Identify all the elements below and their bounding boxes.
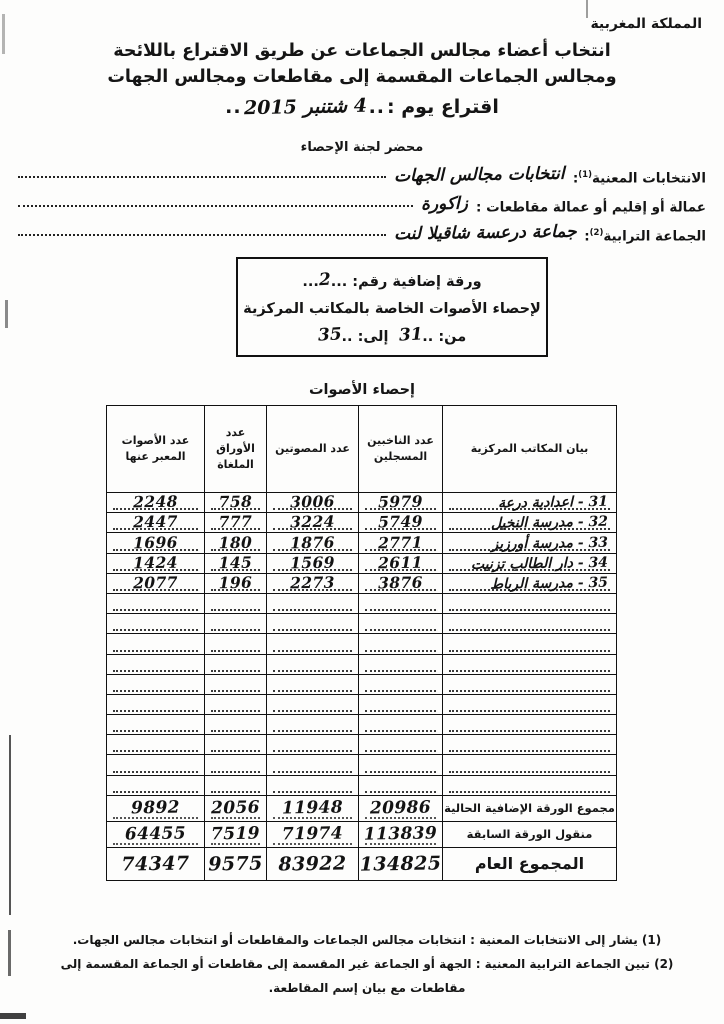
table-cell-num <box>107 634 205 654</box>
cell-dotted-line <box>113 614 198 631</box>
cell-dotted-line <box>211 776 260 793</box>
table-cell-num <box>267 553 359 573</box>
cell-dotted-line <box>211 594 260 611</box>
cell-value: 1696 <box>132 532 179 552</box>
table-cell-num <box>205 795 267 821</box>
field-elections-concerned <box>18 163 706 187</box>
cell-dotted-line <box>365 614 436 631</box>
cell-value: 5749 <box>377 512 424 532</box>
table-cell-station <box>443 775 617 795</box>
cell-value: 777 <box>218 512 253 532</box>
range-to-value: 35 <box>317 324 342 346</box>
table-cell-num <box>205 775 267 795</box>
scan-artifact <box>5 300 8 328</box>
table-cell-num <box>107 847 205 880</box>
field-label: الجماعة الترابية$^{(2)}$: <box>584 227 706 244</box>
table-cell-num <box>267 493 359 513</box>
scan-artifact <box>0 1013 26 1019</box>
cell-dotted-line <box>211 735 260 752</box>
table-cell-num <box>107 755 205 775</box>
field-dotted-line <box>18 176 386 178</box>
table-cell-num <box>267 775 359 795</box>
table-cell-num <box>107 715 205 735</box>
cell-value: 20986 <box>369 797 432 819</box>
table-cell-num <box>107 694 205 714</box>
table-cell-num <box>267 795 359 821</box>
poll-date-line <box>0 96 724 118</box>
footnote-1: (1) يشار إلى الانتخابات المعنية : انتخابات مجالس الجماعات والمقاطعات أو انتخابات مجالس الجهات. <box>72 933 662 947</box>
scan-artifact <box>586 0 588 18</box>
cell-value: 1569 <box>289 552 336 573</box>
cell-value: 1876 <box>289 532 336 552</box>
table-cell-num <box>205 847 267 880</box>
cell-dotted-line <box>365 776 436 793</box>
title-line-1: انتخاب أعضاء مجالس الجماعات عن طريق الاقتراع باللائحة <box>113 41 611 61</box>
table-cell-num <box>359 614 443 634</box>
poll-date-dots-trailing: .. <box>225 96 242 118</box>
table-cell-station <box>443 533 617 553</box>
table-row-empty <box>107 654 617 674</box>
cell-value: 2056 <box>210 797 261 819</box>
table-cell-num <box>359 593 443 613</box>
table-cell-num <box>359 755 443 775</box>
cell-dotted-line <box>365 594 436 611</box>
extra-sheet-number-line: ورقة إضافية رقم: ...2... <box>238 268 546 296</box>
footnote-marker: (1) <box>578 169 592 180</box>
cell-dotted-line <box>113 594 198 611</box>
cell-value: 71974 <box>281 823 344 845</box>
table-cell-num <box>205 654 267 674</box>
table-cell-num <box>107 593 205 613</box>
field-label: الانتخابات المعنية$^{(1)}$: <box>572 169 706 186</box>
table-caption: إحصاء الأصوات <box>308 382 416 398</box>
cell-dotted-line <box>113 735 198 752</box>
cell-dotted-line <box>211 655 260 672</box>
table-cell-num <box>205 614 267 634</box>
cell-dotted-line <box>449 735 610 752</box>
table-cell-num <box>359 847 443 880</box>
table-grand-total-row <box>107 847 617 880</box>
cell-dotted-line <box>449 756 610 773</box>
table-cell-num <box>359 715 443 735</box>
cell-value: 35 - مدرسة الرباط <box>490 574 609 593</box>
extra-sheet-number-value: 2 <box>318 269 332 291</box>
grand-total-label: المجموع العام <box>443 847 617 880</box>
table-cell-station <box>443 694 617 714</box>
table-cell-num <box>205 513 267 533</box>
cell-dotted-line <box>211 675 260 692</box>
cell-value: 3876 <box>377 572 424 593</box>
table-cell-num <box>107 533 205 553</box>
table-cell-num <box>107 493 205 513</box>
cell-dotted-line <box>449 614 610 631</box>
table-header <box>107 406 617 493</box>
cell-value: 134825 <box>359 852 442 876</box>
cell-value: 34 - دار الطالب تزنيت <box>470 554 609 573</box>
scan-artifact <box>8 930 11 976</box>
cell-value: 83922 <box>278 852 347 876</box>
column-header-spoiled: عدد الأوراق الملغاة <box>205 406 267 493</box>
document-subtitle: محضر لجنة الإحصاء <box>300 140 424 155</box>
table-cell-num <box>107 573 205 593</box>
extra-sheet-purpose: لإحصاء الأصوات الخاصة بالمكاتب المركزية <box>243 301 541 317</box>
table-row-empty <box>107 634 617 654</box>
footnote-marker: (2) <box>589 227 604 238</box>
table-cell-num <box>205 634 267 654</box>
range-from-value: 31 <box>398 324 423 346</box>
table-cell-num <box>359 775 443 795</box>
table-cell-num <box>267 847 359 880</box>
table-cell-num <box>359 674 443 694</box>
table-cell-num <box>267 513 359 533</box>
cell-value: 3224 <box>289 512 336 532</box>
cell-dotted-line <box>449 695 610 712</box>
table-cell-num <box>267 593 359 613</box>
table-cell-station <box>443 573 617 593</box>
table-cell-num <box>205 821 267 847</box>
table-cell-num <box>359 553 443 573</box>
cell-value: 758 <box>218 491 253 512</box>
table-cell-num <box>359 654 443 674</box>
table-cell-num <box>205 694 267 714</box>
table-cell-num <box>107 654 205 674</box>
table-cell-station <box>443 553 617 573</box>
table-cell-num <box>267 573 359 593</box>
cell-dotted-line <box>449 635 610 652</box>
cell-value: 180 <box>218 532 253 552</box>
table-row-empty <box>107 715 617 735</box>
cell-dotted-line <box>273 715 352 732</box>
table-cell-num <box>107 513 205 533</box>
cell-value: 113839 <box>363 823 438 845</box>
table-cell-station <box>443 513 617 533</box>
table-cell-station <box>443 493 617 513</box>
cell-dotted-line <box>113 756 198 773</box>
document-title <box>0 38 724 118</box>
cell-value: 2273 <box>289 572 336 593</box>
cell-dotted-line <box>449 594 610 611</box>
table-cell-num <box>359 821 443 847</box>
range-from-label: من: <box>438 329 467 345</box>
range-to-label: إلى: <box>357 329 389 345</box>
table-cell-num <box>267 715 359 735</box>
table-header-row <box>107 406 617 493</box>
cell-dotted-line <box>365 695 436 712</box>
table-cell-num <box>107 821 205 847</box>
table-cell-num <box>359 493 443 513</box>
footnotes <box>34 928 700 1000</box>
table-row-empty <box>107 755 617 775</box>
cell-value: 2611 <box>377 552 424 573</box>
cell-dotted-line <box>273 695 352 712</box>
cell-dotted-line <box>211 695 260 712</box>
table-cell-num <box>205 553 267 573</box>
field-dotted-line <box>18 205 413 207</box>
field-territorial-community <box>18 221 706 245</box>
cell-dotted-line <box>449 675 610 692</box>
table-summary-row <box>107 821 617 847</box>
cell-value: 2447 <box>132 512 179 532</box>
table-cell-station <box>443 593 617 613</box>
poll-date-dots-leading: .. <box>368 96 386 118</box>
cell-dotted-line <box>273 614 352 631</box>
field-value: انتخابات مجالس الجهات <box>394 163 565 187</box>
table-row-empty <box>107 614 617 634</box>
field-label: عمالة أو إقليم أو عمالة مقاطعات : <box>475 199 706 215</box>
table-cell-num <box>107 795 205 821</box>
cell-value: 64455 <box>124 823 187 845</box>
cell-dotted-line <box>273 675 352 692</box>
summary-row-label: منقول الورقة السابقة <box>443 821 617 847</box>
cell-dotted-line <box>273 735 352 752</box>
scan-artifact <box>9 735 11 915</box>
kingdom-heading: المملكة المغربية <box>590 16 702 32</box>
cell-dotted-line <box>113 776 198 793</box>
cell-dotted-line <box>273 655 352 672</box>
field-dotted-line <box>18 234 386 236</box>
footnote-2: (2) تبين الجماعة الترابية المعنية : الجهة أو الجماعة غير المقسمة إلى مقاطعات أو الجماعة المقسمة إلى مقاطعات مع بيان إسم المقاطعة. <box>60 957 674 995</box>
cell-dotted-line <box>365 715 436 732</box>
table-cell-num <box>267 634 359 654</box>
table-row-empty <box>107 593 617 613</box>
cell-value: 7519 <box>210 823 261 845</box>
cell-value: 145 <box>218 552 253 573</box>
table-cell-num <box>205 715 267 735</box>
table-row <box>107 493 617 513</box>
cell-dotted-line <box>449 715 610 732</box>
table-body <box>107 493 617 881</box>
table-cell-num <box>107 674 205 694</box>
cell-dotted-line <box>211 715 260 732</box>
cell-dotted-line <box>365 756 436 773</box>
table-row-empty <box>107 674 617 694</box>
cell-value: 5979 <box>377 491 424 512</box>
cell-value: 31 - اعدادية درعة <box>497 493 609 512</box>
table-cell-num <box>107 775 205 795</box>
table-cell-station <box>443 735 617 755</box>
cell-value: 2248 <box>132 491 179 512</box>
table-cell-station <box>443 715 617 735</box>
table-cell-num <box>205 674 267 694</box>
column-header-voters: عدد المصوتين <box>267 406 359 493</box>
cell-dotted-line <box>365 735 436 752</box>
cell-dotted-line <box>273 594 352 611</box>
cell-dotted-line <box>365 675 436 692</box>
cell-dotted-line <box>273 635 352 652</box>
title-line-2: ومجالس الجماعات المقسمة إلى مقاطعات ومجالس الجهات <box>107 67 617 87</box>
cell-value: 32 - مدرسة النخيل <box>490 514 609 532</box>
table-cell-num <box>267 735 359 755</box>
cell-dotted-line <box>273 776 352 793</box>
cell-value: 9575 <box>208 852 263 876</box>
cell-dotted-line <box>113 635 198 652</box>
cell-dotted-line <box>113 695 198 712</box>
table-cell-num <box>359 513 443 533</box>
table-cell-num <box>205 573 267 593</box>
poll-date-label: اقتراع يوم : <box>387 96 499 118</box>
table-cell-num <box>359 634 443 654</box>
cell-dotted-line <box>365 655 436 672</box>
extra-sheet-number-label: ورقة إضافية رقم: <box>352 274 482 290</box>
cell-value: 196 <box>218 572 253 593</box>
table-cell-num <box>267 654 359 674</box>
table-cell-num <box>359 573 443 593</box>
cell-value: 11948 <box>281 797 344 819</box>
cell-value: 2771 <box>377 532 424 552</box>
table-cell-num <box>107 614 205 634</box>
cell-dotted-line <box>449 655 610 672</box>
table-cell-num <box>359 795 443 821</box>
extra-sheet-box <box>236 257 548 357</box>
column-header-station: بيان المكاتب المركزية <box>443 406 617 493</box>
cell-dotted-line <box>211 635 260 652</box>
table-cell-num <box>267 674 359 694</box>
field-value: جماعة درعسة شاقيلا لنت <box>393 221 577 245</box>
table-cell-num <box>205 533 267 553</box>
column-header-expressed: عدد الأصوات المعبر عنها <box>107 406 205 493</box>
table-cell-num <box>205 735 267 755</box>
field-prefecture-province <box>18 193 706 216</box>
extra-sheet-range-line: من: ..31 إلى: ..35 <box>238 323 546 351</box>
table-cell-num <box>267 614 359 634</box>
table-cell-num <box>107 735 205 755</box>
poll-date-value: 4 شتنبر 2015 <box>243 94 367 120</box>
table-row-empty <box>107 735 617 755</box>
table-row <box>107 573 617 593</box>
table-row-empty <box>107 775 617 795</box>
table-cell-station <box>443 654 617 674</box>
table-cell-station <box>443 755 617 775</box>
cell-dotted-line <box>113 715 198 732</box>
cell-value: 1424 <box>132 552 179 573</box>
cell-value: 3006 <box>289 491 336 512</box>
cell-value: 74347 <box>121 852 190 876</box>
table-cell-num <box>205 493 267 513</box>
table-cell-num <box>359 694 443 714</box>
table-cell-num <box>205 593 267 613</box>
cell-dotted-line <box>273 756 352 773</box>
table-cell-num <box>267 755 359 775</box>
table-row <box>107 553 617 573</box>
table-cell-station <box>443 634 617 654</box>
table-cell-num <box>359 735 443 755</box>
table-cell-station <box>443 674 617 694</box>
table-cell-num <box>267 694 359 714</box>
table-cell-num <box>267 533 359 553</box>
cell-dotted-line <box>365 635 436 652</box>
cell-value: 9892 <box>130 797 181 819</box>
vote-count-table <box>106 405 617 881</box>
table-row <box>107 533 617 553</box>
table-cell-num <box>107 553 205 573</box>
field-value: زاكورة <box>420 193 469 215</box>
cell-dotted-line <box>449 776 610 793</box>
cell-dotted-line <box>113 655 198 672</box>
cell-dotted-line <box>211 756 260 773</box>
column-header-registered: عدد الناخبين المسجلين <box>359 406 443 493</box>
summary-row-label: مجموع الورقة الإضافية الحالية <box>443 795 617 821</box>
table-row <box>107 513 617 533</box>
table-cell-num <box>205 755 267 775</box>
table-cell-station <box>443 614 617 634</box>
cell-dotted-line <box>113 675 198 692</box>
table-cell-num <box>267 821 359 847</box>
cell-value: 33 - مدرسة أورزيز <box>491 534 609 553</box>
cell-dotted-line <box>211 614 260 631</box>
cell-value: 2077 <box>132 572 179 593</box>
table-cell-num <box>359 533 443 553</box>
table-row-empty <box>107 694 617 714</box>
table-summary-row <box>107 795 617 821</box>
